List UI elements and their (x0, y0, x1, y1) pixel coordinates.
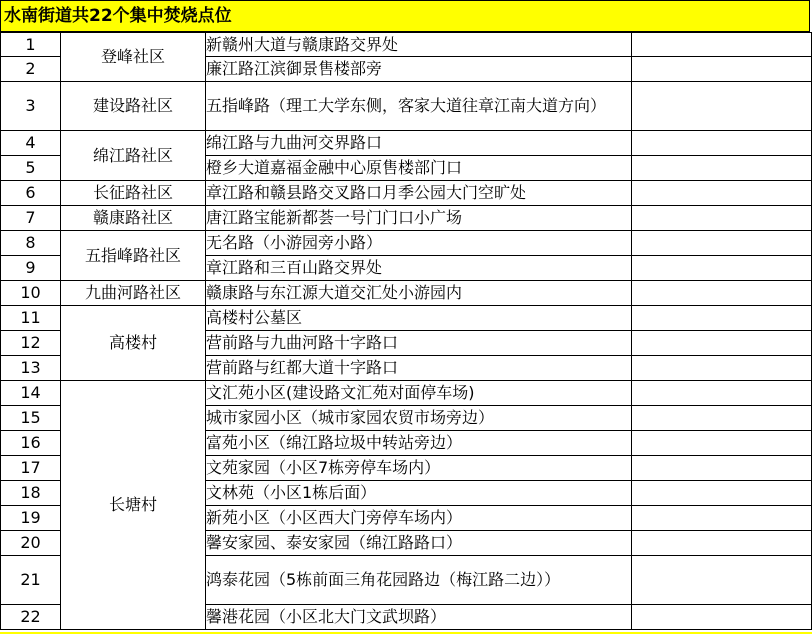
row-number-cell: 8 (1, 231, 61, 256)
location-cell: 营前路与红都大道十字路口 (206, 356, 632, 381)
community-cell: 高楼村 (61, 306, 206, 381)
empty-cell (632, 531, 812, 556)
location-cell: 五指峰路（理工大学东侧，客家大道往章江南大道方向） (206, 82, 632, 131)
location-cell: 文苑家园（小区7栋旁停车场内） (206, 456, 632, 481)
row-number-cell: 5 (1, 156, 61, 181)
table-row (1, 82, 812, 131)
table-row (1, 306, 812, 331)
row-number-cell: 7 (1, 206, 61, 231)
community-cell: 赣康路社区 (61, 206, 206, 231)
empty-cell (632, 506, 812, 531)
row-number-cell: 18 (1, 481, 61, 506)
empty-cell (632, 256, 812, 281)
empty-cell (632, 431, 812, 456)
location-cell: 无名路（小游园旁小路） (206, 231, 632, 256)
empty-cell (632, 381, 812, 406)
row-number-cell: 2 (1, 57, 61, 82)
location-cell: 富苑小区（绵江路垃圾中转站旁边） (206, 431, 632, 456)
row-number-cell: 14 (1, 381, 61, 406)
community-cell: 绵江路社区 (61, 131, 206, 181)
row-number-cell: 3 (1, 82, 61, 131)
table-row (1, 131, 812, 156)
location-cell: 高楼村公墓区 (206, 306, 632, 331)
row-number-cell: 10 (1, 281, 61, 306)
row-number-cell: 9 (1, 256, 61, 281)
row-number-cell: 17 (1, 456, 61, 481)
empty-cell (632, 406, 812, 431)
location-cell: 营前路与九曲河路十字路口 (206, 331, 632, 356)
community-cell: 长征路社区 (61, 181, 206, 206)
row-number-cell: 13 (1, 356, 61, 381)
empty-cell (632, 306, 812, 331)
empty-cell (632, 281, 812, 306)
location-cell: 文林苑（小区1栋后面） (206, 481, 632, 506)
row-number-cell: 1 (1, 33, 61, 57)
empty-cell (632, 33, 812, 57)
location-cell: 文汇苑小区(建设路文汇苑对面停车场) (206, 381, 632, 406)
table-row (1, 281, 812, 306)
empty-cell (632, 331, 812, 356)
table-row (1, 206, 812, 231)
location-cell: 新苑小区（小区西大门旁停车场内） (206, 506, 632, 531)
location-cell: 橙乡大道嘉福金融中心原售楼部门口 (206, 156, 632, 181)
empty-cell (632, 356, 812, 381)
community-cell: 长塘村 (61, 381, 206, 630)
row-number-cell: 16 (1, 431, 61, 456)
community-cell: 登峰社区 (61, 33, 206, 82)
table-row (1, 33, 812, 57)
row-number-cell: 6 (1, 181, 61, 206)
location-cell: 新赣州大道与赣康路交界处 (206, 33, 632, 57)
table-row (1, 231, 812, 256)
empty-cell (632, 456, 812, 481)
community-cell: 建设路社区 (61, 82, 206, 131)
row-number-cell: 11 (1, 306, 61, 331)
row-number-cell: 21 (1, 556, 61, 605)
collection-points-table (0, 32, 812, 630)
empty-cell (632, 231, 812, 256)
table-body (1, 33, 812, 630)
empty-cell (632, 57, 812, 82)
empty-cell (632, 82, 812, 131)
empty-cell (632, 556, 812, 605)
location-cell: 馨港花园（小区北大门文武坝路） (206, 605, 632, 630)
row-number-cell: 12 (1, 331, 61, 356)
row-number-cell: 19 (1, 506, 61, 531)
row-number-cell: 20 (1, 531, 61, 556)
location-cell: 赣康路与东江源大道交汇处小游园内 (206, 281, 632, 306)
community-cell: 五指峰路社区 (61, 231, 206, 281)
empty-cell (632, 131, 812, 156)
empty-cell (632, 481, 812, 506)
row-number-cell: 4 (1, 131, 61, 156)
empty-cell (632, 156, 812, 181)
sheet-title: 水南街道共22个集中焚烧点位 (0, 0, 810, 32)
location-cell: 章江路和三百山路交界处 (206, 256, 632, 281)
location-cell: 绵江路与九曲河交界路口 (206, 131, 632, 156)
location-cell: 唐江路宝能新都荟一号门门口小广场 (206, 206, 632, 231)
community-cell: 九曲河路社区 (61, 281, 206, 306)
location-cell: 廉江路江滨御景售楼部旁 (206, 57, 632, 82)
location-cell: 鸿泰花园（5栋前面三角花园路边（梅江路二边）） (206, 556, 632, 605)
empty-cell (632, 605, 812, 630)
empty-cell (632, 181, 812, 206)
location-cell: 馨安家园、泰安家园（绵江路路口） (206, 531, 632, 556)
table-row (1, 181, 812, 206)
empty-cell (632, 206, 812, 231)
table-row (1, 381, 812, 406)
location-cell: 城市家园小区（城市家园农贸市场旁边） (206, 406, 632, 431)
row-number-cell: 22 (1, 605, 61, 630)
row-number-cell: 15 (1, 406, 61, 431)
location-cell: 章江路和赣县路交叉路口月季公园大门空旷处 (206, 181, 632, 206)
